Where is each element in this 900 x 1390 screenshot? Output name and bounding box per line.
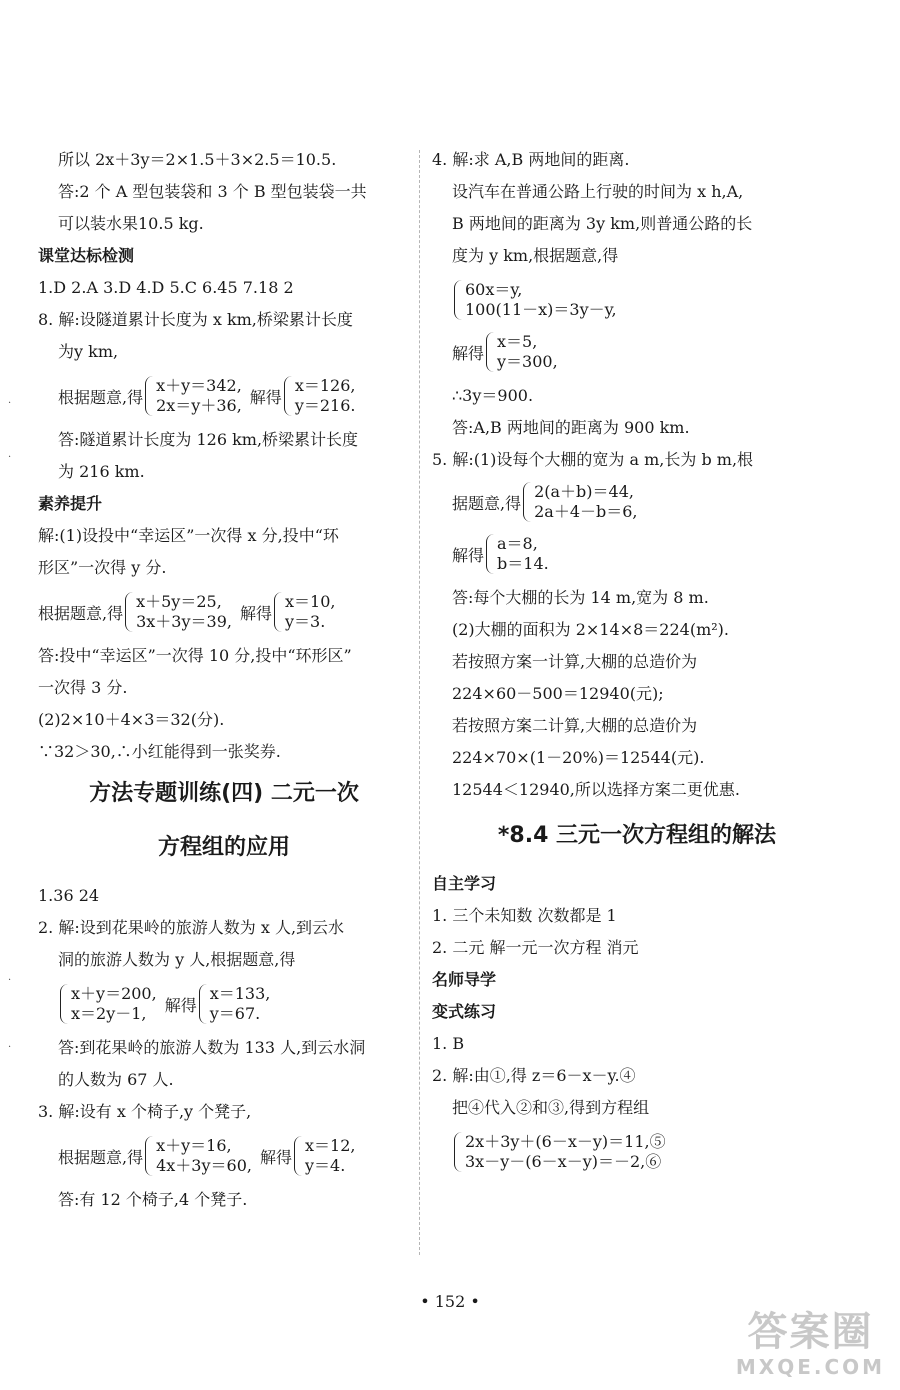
equation: 2(a＋b)＝44, bbox=[534, 482, 634, 501]
equation: 2x＝y＋36, bbox=[156, 396, 242, 415]
text-line: 可以装水果10.5 kg. bbox=[58, 214, 204, 233]
watermark-logo bbox=[728, 1310, 893, 1385]
text-line: 答:隧道累计长度为 126 km,桥梁累计长度 bbox=[58, 430, 359, 449]
question-3: 3. 解:设有 x 个椅子,y 个凳子, bbox=[38, 1102, 252, 1121]
answer-line: 1.36 24 bbox=[38, 886, 100, 905]
equation-system bbox=[452, 482, 842, 522]
brace-icon bbox=[60, 984, 68, 1024]
text-line: 答:2 个 A 型包装袋和 3 个 B 型包装袋一共 bbox=[58, 182, 367, 201]
margin-dot: · bbox=[8, 398, 12, 409]
equation: y＝216. bbox=[294, 396, 356, 415]
text-label: 解得 bbox=[259, 1147, 292, 1167]
text-line: 的人数为 67 人. bbox=[58, 1070, 174, 1089]
text-line: ∵32＞30,∴小红能得到一张奖券. bbox=[38, 742, 281, 761]
text-label: 根据题意,得 bbox=[58, 387, 144, 407]
equation: y＝4. bbox=[304, 1156, 346, 1175]
section-title: *8.4 三元一次方程组的解法 bbox=[497, 823, 777, 848]
column-divider bbox=[419, 150, 420, 1255]
equation-system bbox=[58, 984, 410, 1024]
text-label: 解得 bbox=[452, 545, 485, 565]
text-label: 据题意,得 bbox=[452, 493, 522, 513]
text-line: 度为 y km,根据题意,得 bbox=[452, 246, 619, 265]
equation: 4x＋3y＝60, bbox=[156, 1156, 252, 1175]
equation: x＝5, bbox=[497, 332, 538, 351]
text-label: 解得 bbox=[239, 603, 272, 623]
text-line: 若按照方案二计算,大棚的总造价为 bbox=[452, 716, 698, 735]
text-line: 把④代入②和③,得到方程组 bbox=[452, 1098, 650, 1117]
equation: 3x＋3y＝39, bbox=[136, 612, 232, 631]
text-line: 为 216 km. bbox=[58, 462, 145, 481]
brace-icon bbox=[274, 592, 282, 632]
text-line: ∴3y＝900. bbox=[452, 386, 534, 405]
equation-system bbox=[452, 332, 842, 372]
equation: 60x＝y, bbox=[465, 280, 523, 299]
brace-icon bbox=[294, 1136, 302, 1176]
equation: 2x＋3y＋(6－x－y)＝11,⑤ bbox=[465, 1132, 666, 1151]
text-line: 为y km, bbox=[58, 342, 119, 361]
brace-icon bbox=[486, 332, 494, 372]
answer-line: 2. 二元 解一元一次方程 消元 bbox=[432, 938, 639, 957]
equation: x＋y＝16, bbox=[156, 1136, 232, 1155]
text-line: 12544＜12940,所以选择方案二更优惠. bbox=[452, 780, 740, 799]
page-number: • 152 • bbox=[420, 1292, 480, 1311]
question-2: 2. 解:由①,得 z＝6－x－y.④ bbox=[432, 1066, 636, 1085]
equation: y＝300, bbox=[497, 352, 558, 371]
margin-dot: · bbox=[8, 1042, 12, 1053]
equation: 2a＋4－b＝6, bbox=[534, 502, 638, 521]
answer-line: 1.D 2.A 3.D 4.D 5.C 6.45 7.18 2 bbox=[38, 278, 294, 297]
right-column bbox=[432, 138, 842, 1172]
equation: x＋y＝200, bbox=[71, 984, 157, 1003]
section-heading: 自主学习 bbox=[432, 874, 497, 893]
text-line: 一次得 3 分. bbox=[38, 678, 128, 697]
equation-system bbox=[38, 592, 410, 632]
equation: x＝10, bbox=[284, 592, 336, 611]
margin-dot: · bbox=[8, 452, 12, 463]
equation: a＝8, bbox=[497, 534, 538, 553]
text-label: 解得 bbox=[452, 343, 485, 363]
text-line: 形区”一次得 y 分. bbox=[38, 558, 167, 577]
watermark-text: 答案圈 bbox=[747, 1309, 874, 1355]
brace-icon bbox=[523, 482, 531, 522]
section-heading: 课堂达标检测 bbox=[38, 246, 135, 265]
watermark-url: MXQE.COM bbox=[735, 1355, 886, 1379]
brace-icon bbox=[284, 376, 292, 416]
equation: x＋y＝342, bbox=[156, 376, 242, 395]
text-line: (2)2×10＋4×3＝32(分). bbox=[38, 710, 225, 729]
equation: x＝2y－1, bbox=[71, 1004, 147, 1023]
equation: y＝3. bbox=[284, 612, 326, 631]
brace-icon bbox=[199, 984, 207, 1024]
text-line: 若按照方案一计算,大棚的总造价为 bbox=[452, 652, 698, 671]
equation: 100(11－x)＝3y－y, bbox=[465, 300, 617, 319]
section-heading: 名师导学 bbox=[432, 970, 497, 989]
question-4: 4. 解:求 A,B 两地间的距离. bbox=[432, 150, 630, 169]
brace-icon bbox=[125, 592, 133, 632]
question-2: 2. 解:设到花果岭的旅游人数为 x 人,到云水 bbox=[38, 918, 345, 937]
equation-system bbox=[58, 1136, 410, 1176]
section-heading: 素养提升 bbox=[38, 494, 103, 513]
text-line: 解:(1)设投中“幸运区”一次得 x 分,投中“环 bbox=[38, 526, 339, 545]
text-line: 设汽车在普通公路上行驶的时间为 x h,A, bbox=[452, 182, 744, 201]
text-line: 答:有 12 个椅子,4 个凳子. bbox=[58, 1190, 248, 1209]
margin-dot: · bbox=[8, 975, 12, 986]
text-label: 根据题意,得 bbox=[38, 603, 124, 623]
text-line: 答:A,B 两地间的距离为 900 km. bbox=[452, 418, 690, 437]
text-line: 224×70×(1－20%)＝12544(元). bbox=[452, 748, 705, 767]
text-label: 解得 bbox=[249, 387, 282, 407]
brace-icon bbox=[145, 376, 153, 416]
equation-system bbox=[58, 376, 410, 416]
text-line: 所以 2x＋3y＝2×1.5＋3×2.5＝10.5. bbox=[58, 150, 337, 169]
equation-system bbox=[452, 534, 842, 574]
text-line: B 两地间的距离为 3y km,则普通公路的长 bbox=[452, 214, 753, 233]
equation: 3x－y－(6－x－y)＝－2,⑥ bbox=[465, 1152, 662, 1171]
brace-icon bbox=[454, 280, 462, 320]
brace-icon bbox=[486, 534, 494, 574]
left-column bbox=[38, 138, 410, 1210]
text-line: 答:投中“幸运区”一次得 10 分,投中“环形区” bbox=[38, 646, 352, 665]
text-line: (2)大棚的面积为 2×14×8＝224(m²). bbox=[452, 620, 729, 639]
answer-line: 1. 三个未知数 次数都是 1 bbox=[432, 906, 617, 925]
equation: b＝14. bbox=[497, 554, 549, 573]
equation: x＝12, bbox=[304, 1136, 356, 1155]
equation-system bbox=[452, 1132, 842, 1172]
text-line: 224×60－500＝12940(元); bbox=[452, 684, 664, 703]
answer-line: 1. B bbox=[432, 1034, 465, 1053]
equation-system bbox=[452, 280, 842, 320]
text-label: 根据题意,得 bbox=[58, 1147, 144, 1167]
text-line: 洞的旅游人数为 y 人,根据题意,得 bbox=[58, 950, 296, 969]
brace-icon bbox=[454, 1132, 462, 1172]
text-label: 解得 bbox=[164, 995, 197, 1015]
text-line: 答:每个大棚的长为 14 m,宽为 8 m. bbox=[452, 588, 709, 607]
chapter-title: 方法专题训练(四) 二元一次 bbox=[89, 781, 359, 806]
equation: x＝126, bbox=[294, 376, 356, 395]
equation: x＝133, bbox=[209, 984, 271, 1003]
question-8: 8. 解:设隧道累计长度为 x km,桥梁累计长度 bbox=[38, 310, 353, 329]
brace-icon bbox=[145, 1136, 153, 1176]
section-heading: 变式练习 bbox=[432, 1002, 497, 1021]
question-5: 5. 解:(1)设每个大棚的宽为 a m,长为 b m,根 bbox=[432, 450, 754, 469]
equation: x＋5y＝25, bbox=[136, 592, 222, 611]
equation: y＝67. bbox=[209, 1004, 261, 1023]
chapter-title: 方程组的应用 bbox=[157, 835, 290, 860]
text-line: 答:到花果岭的旅游人数为 133 人,到云水洞 bbox=[58, 1038, 366, 1057]
